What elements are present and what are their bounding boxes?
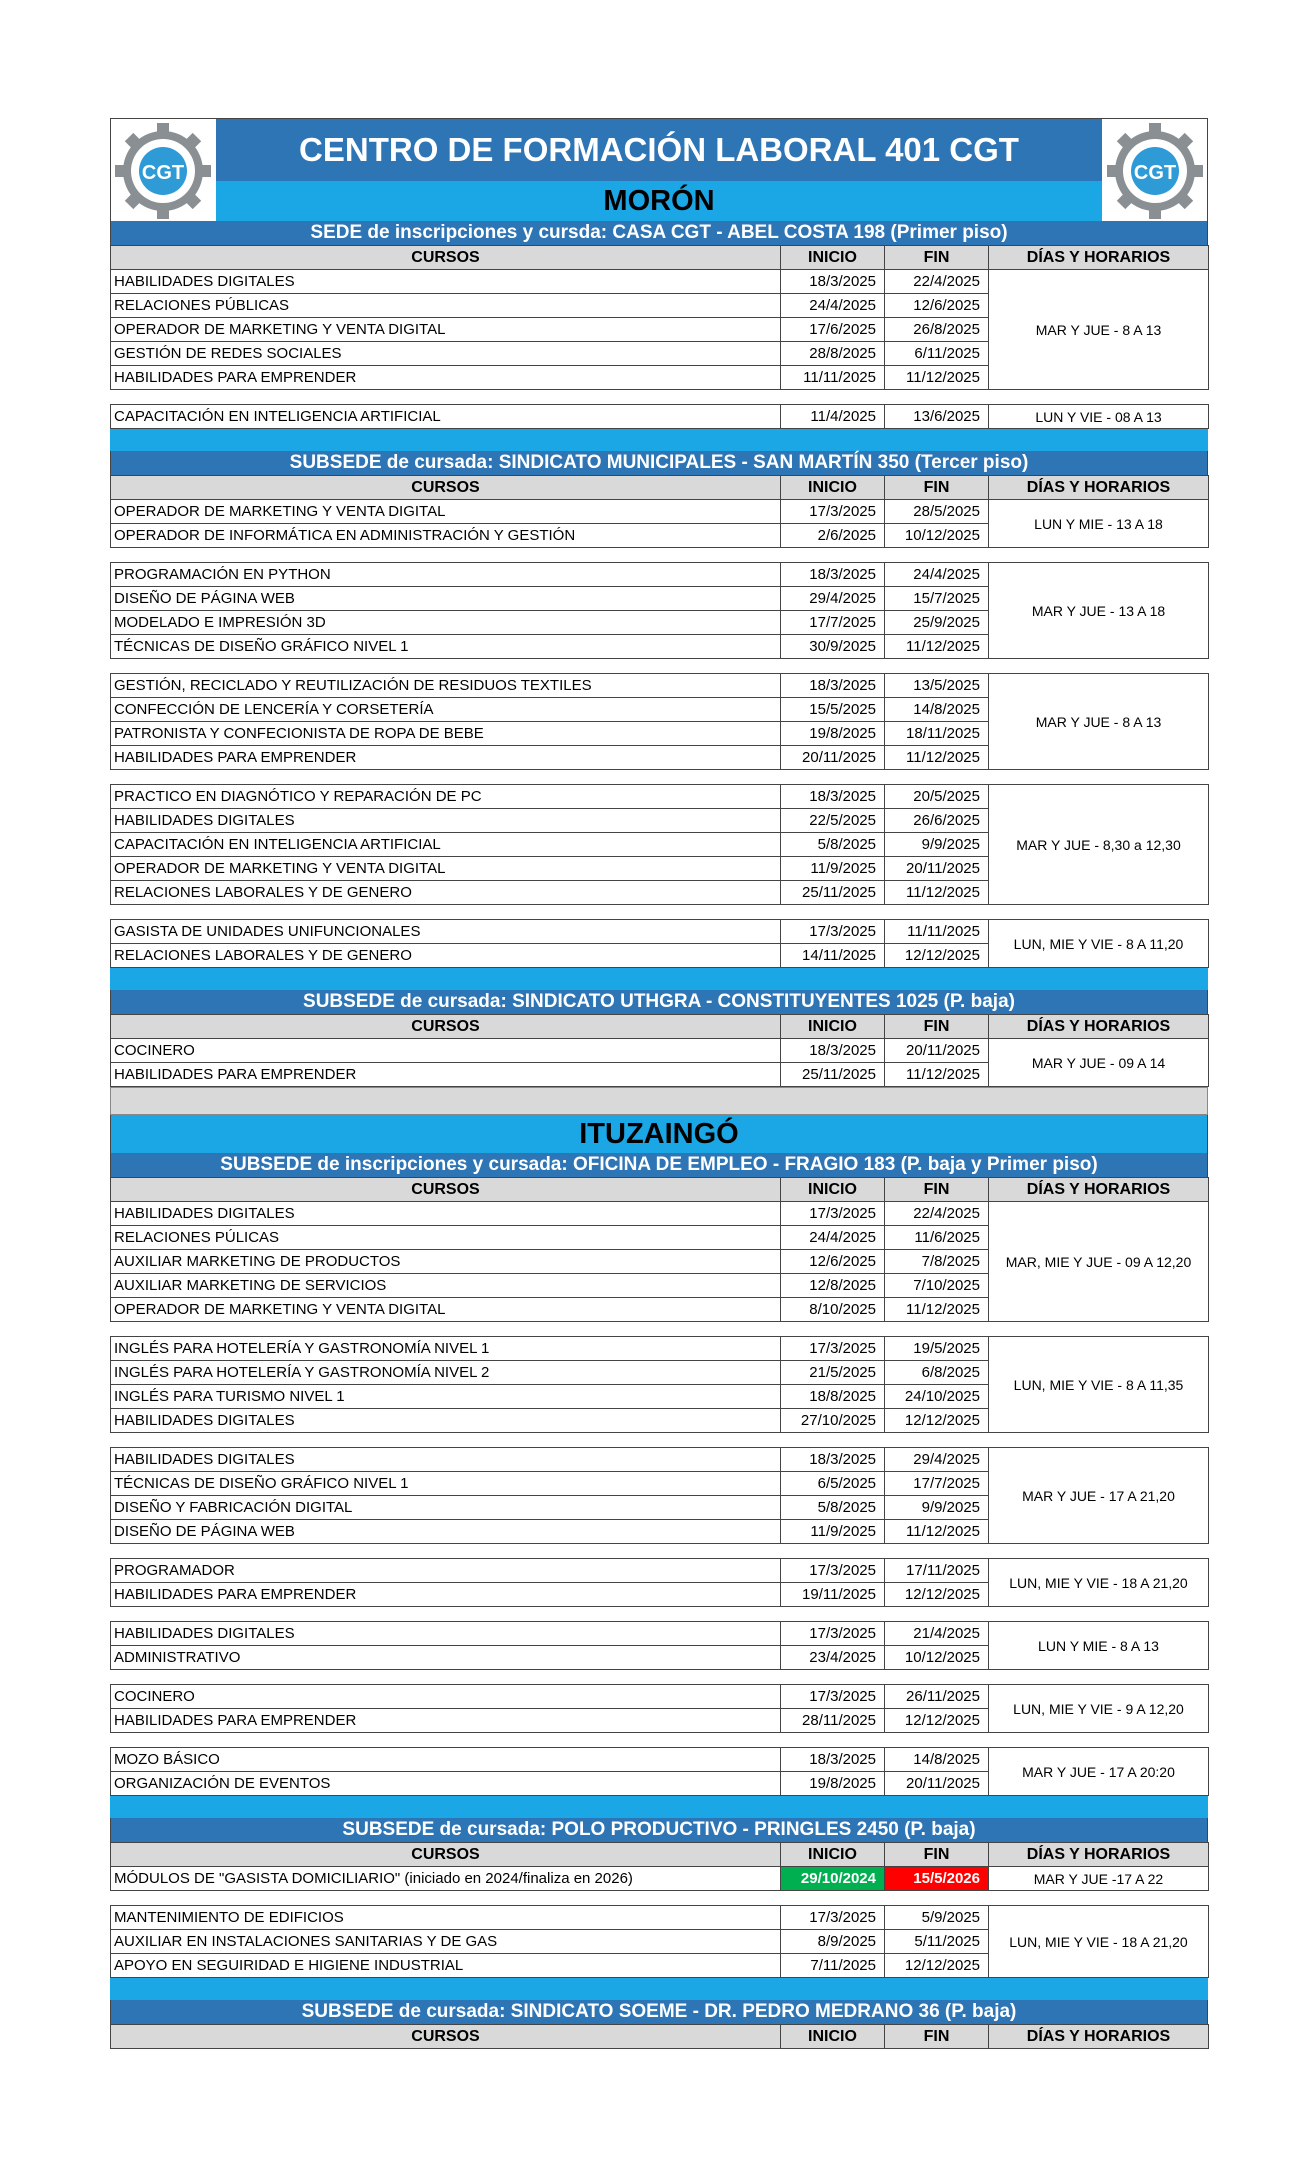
end-date: 12/12/2025 bbox=[885, 1409, 989, 1433]
group-gap bbox=[110, 659, 1208, 673]
end-date: 20/11/2025 bbox=[885, 1772, 989, 1796]
course-table bbox=[110, 2024, 1209, 2049]
course-name: OPERADOR DE MARKETING Y VENTA DIGITAL bbox=[111, 857, 781, 881]
sheet-body bbox=[110, 221, 1208, 2049]
course-schedule-sheet bbox=[110, 118, 1208, 2049]
table-row bbox=[111, 1622, 1209, 1646]
end-date: 11/12/2025 bbox=[885, 635, 989, 659]
course-table bbox=[110, 1747, 1209, 1796]
end-date: 28/5/2025 bbox=[885, 500, 989, 524]
end-date: 11/12/2025 bbox=[885, 366, 989, 390]
end-date: 10/12/2025 bbox=[885, 1646, 989, 1670]
course-table bbox=[110, 1842, 1209, 1891]
start-date: 25/11/2025 bbox=[781, 1063, 885, 1087]
start-date: 12/8/2025 bbox=[781, 1274, 885, 1298]
end-date: 22/4/2025 bbox=[885, 270, 989, 294]
end-date: 11/12/2025 bbox=[885, 1520, 989, 1544]
course-name: OPERADOR DE MARKETING Y VENTA DIGITAL bbox=[111, 1298, 781, 1322]
start-date: 18/3/2025 bbox=[781, 563, 885, 587]
group-gap bbox=[110, 770, 1208, 784]
end-date: 12/12/2025 bbox=[885, 1954, 989, 1978]
course-name: CAPACITACIÓN EN INTELIGENCIA ARTIFICIAL bbox=[111, 833, 781, 857]
course-name: TÉCNICAS DE DISEÑO GRÁFICO NIVEL 1 bbox=[111, 635, 781, 659]
section-separator bbox=[110, 1978, 1208, 2000]
end-date: 11/11/2025 bbox=[885, 920, 989, 944]
course-name: DISEÑO DE PÁGINA WEB bbox=[111, 587, 781, 611]
end-date: 29/4/2025 bbox=[885, 1448, 989, 1472]
table-row bbox=[111, 500, 1209, 524]
course-name: COCINERO bbox=[111, 1039, 781, 1063]
start-date: 30/9/2025 bbox=[781, 635, 885, 659]
start-date: 25/11/2025 bbox=[781, 881, 885, 905]
column-header: FIN bbox=[885, 1015, 989, 1039]
start-date: 15/5/2025 bbox=[781, 698, 885, 722]
end-date: 9/9/2025 bbox=[885, 833, 989, 857]
column-header: DÍAS Y HORARIOS bbox=[989, 1015, 1209, 1039]
schedule: LUN, MIE Y VIE - 18 A 21,20 bbox=[989, 1906, 1209, 1978]
course-name: PROGRAMADOR bbox=[111, 1559, 781, 1583]
table-row bbox=[111, 1748, 1209, 1772]
schedule: LUN, MIE Y VIE - 8 A 11,20 bbox=[989, 920, 1209, 968]
start-date: 17/3/2025 bbox=[781, 1202, 885, 1226]
column-header: INICIO bbox=[781, 2025, 885, 2049]
schedule: MAR Y JUE - 8 A 13 bbox=[989, 270, 1209, 390]
course-name: MOZO BÁSICO bbox=[111, 1748, 781, 1772]
end-date: 14/8/2025 bbox=[885, 698, 989, 722]
column-header: INICIO bbox=[781, 1843, 885, 1867]
column-header: CURSOS bbox=[111, 1178, 781, 1202]
start-date: 17/3/2025 bbox=[781, 500, 885, 524]
start-date: 17/3/2025 bbox=[781, 1337, 885, 1361]
start-date: 11/11/2025 bbox=[781, 366, 885, 390]
course-table bbox=[110, 1014, 1209, 1087]
table-header-row bbox=[111, 2025, 1209, 2049]
end-date: 9/9/2025 bbox=[885, 1496, 989, 1520]
course-name: MODELADO E IMPRESIÓN 3D bbox=[111, 611, 781, 635]
course-table bbox=[110, 919, 1209, 968]
column-header: INICIO bbox=[781, 246, 885, 270]
column-header: DÍAS Y HORARIOS bbox=[989, 476, 1209, 500]
course-table bbox=[110, 475, 1209, 548]
end-date: 11/6/2025 bbox=[885, 1226, 989, 1250]
course-name: HABILIDADES PARA EMPRENDER bbox=[111, 746, 781, 770]
schedule: MAR Y JUE - 13 A 18 bbox=[989, 563, 1209, 659]
table-row bbox=[111, 785, 1209, 809]
column-header: CURSOS bbox=[111, 1843, 781, 1867]
schedule: MAR Y JUE - 17 A 20:20 bbox=[989, 1748, 1209, 1796]
section-separator bbox=[110, 968, 1208, 990]
course-table bbox=[110, 562, 1209, 659]
course-name: RELACIONES LABORALES Y DE GENERO bbox=[111, 881, 781, 905]
schedule: MAR Y JUE - 09 A 14 bbox=[989, 1039, 1209, 1087]
start-date: 11/9/2025 bbox=[781, 857, 885, 881]
table-row bbox=[111, 1906, 1209, 1930]
column-header: FIN bbox=[885, 476, 989, 500]
section-separator bbox=[110, 429, 1208, 451]
start-date: 18/3/2025 bbox=[781, 674, 885, 698]
group-gap bbox=[110, 1322, 1208, 1336]
end-date: 19/5/2025 bbox=[885, 1337, 989, 1361]
end-date: 6/11/2025 bbox=[885, 342, 989, 366]
start-date: 21/5/2025 bbox=[781, 1361, 885, 1385]
sheet-header bbox=[110, 118, 1208, 221]
group-gap bbox=[110, 1891, 1208, 1905]
cgt-gear-logo-icon bbox=[113, 121, 213, 221]
group-gap bbox=[110, 1544, 1208, 1558]
end-date: 12/12/2025 bbox=[885, 1709, 989, 1733]
course-table bbox=[110, 1447, 1209, 1544]
course-table bbox=[110, 1905, 1209, 1978]
course-name: ORGANIZACIÓN DE EVENTOS bbox=[111, 1772, 781, 1796]
course-name: HABILIDADES PARA EMPRENDER bbox=[111, 1063, 781, 1087]
course-name: GESTIÓN, RECICLADO Y REUTILIZACIÓN DE RESIDUOS TEXTILES bbox=[111, 674, 781, 698]
location-band: SUBSEDE de inscripciones y cursada: OFICINA DE EMPLEO - FRAGIO 183 (P. baja y Primer piso) bbox=[110, 1153, 1208, 1177]
course-table bbox=[110, 245, 1209, 390]
course-name: RELACIONES PÚLICAS bbox=[111, 1226, 781, 1250]
table-row bbox=[111, 1685, 1209, 1709]
end-date: 7/10/2025 bbox=[885, 1274, 989, 1298]
schedule: MAR Y JUE - 8 A 13 bbox=[989, 674, 1209, 770]
course-name: HABILIDADES DIGITALES bbox=[111, 1622, 781, 1646]
start-date: 17/7/2025 bbox=[781, 611, 885, 635]
start-date: 8/10/2025 bbox=[781, 1298, 885, 1322]
course-table bbox=[110, 1177, 1209, 1322]
course-name: CAPACITACIÓN EN INTELIGENCIA ARTIFICIAL bbox=[111, 405, 781, 429]
start-date: 24/4/2025 bbox=[781, 294, 885, 318]
schedule: MAR Y JUE -17 A 22 bbox=[989, 1867, 1209, 1891]
end-date: 20/11/2025 bbox=[885, 857, 989, 881]
course-name: PATRONISTA Y CONFECIONISTA DE ROPA DE BEBE bbox=[111, 722, 781, 746]
start-date: 29/10/2024 bbox=[781, 1867, 885, 1891]
course-name: INGLÉS PARA HOTELERÍA Y GASTRONOMÍA NIVEL 2 bbox=[111, 1361, 781, 1385]
table-header-row bbox=[111, 476, 1209, 500]
course-name: HABILIDADES DIGITALES bbox=[111, 809, 781, 833]
course-table bbox=[110, 1684, 1209, 1733]
course-name: DISEÑO Y FABRICACIÓN DIGITAL bbox=[111, 1496, 781, 1520]
table-row bbox=[111, 1039, 1209, 1063]
start-date: 18/3/2025 bbox=[781, 785, 885, 809]
table-row bbox=[111, 1337, 1209, 1361]
course-table bbox=[110, 1336, 1209, 1433]
table-row bbox=[111, 405, 1209, 429]
end-date: 10/12/2025 bbox=[885, 524, 989, 548]
column-header: DÍAS Y HORARIOS bbox=[989, 246, 1209, 270]
course-name: INGLÉS PARA TURISMO NIVEL 1 bbox=[111, 1385, 781, 1409]
course-table bbox=[110, 1558, 1209, 1607]
start-date: 24/4/2025 bbox=[781, 1226, 885, 1250]
location-band: SUBSEDE de cursada: SINDICATO SOEME - DR. PEDRO MEDRANO 36 (P. baja) bbox=[110, 2000, 1208, 2024]
group-gap bbox=[110, 1670, 1208, 1684]
end-date: 26/6/2025 bbox=[885, 809, 989, 833]
end-date: 15/7/2025 bbox=[885, 587, 989, 611]
start-date: 17/3/2025 bbox=[781, 1685, 885, 1709]
group-gap bbox=[110, 1433, 1208, 1447]
group-gap bbox=[110, 1607, 1208, 1621]
end-date: 26/8/2025 bbox=[885, 318, 989, 342]
table-row bbox=[111, 1202, 1209, 1226]
table-header-row bbox=[111, 246, 1209, 270]
end-date: 13/6/2025 bbox=[885, 405, 989, 429]
table-header-row bbox=[111, 1843, 1209, 1867]
table-row bbox=[111, 920, 1209, 944]
end-date: 6/8/2025 bbox=[885, 1361, 989, 1385]
course-name: HABILIDADES DIGITALES bbox=[111, 1202, 781, 1226]
svg-text:CGT: CGT bbox=[1133, 162, 1177, 184]
cgt-gear-logo-icon bbox=[1105, 121, 1205, 221]
column-header: FIN bbox=[885, 246, 989, 270]
start-date: 5/8/2025 bbox=[781, 833, 885, 857]
start-date: 20/11/2025 bbox=[781, 746, 885, 770]
column-header: INICIO bbox=[781, 476, 885, 500]
end-date: 11/12/2025 bbox=[885, 746, 989, 770]
section-separator bbox=[110, 1087, 1208, 1115]
column-header: DÍAS Y HORARIOS bbox=[989, 2025, 1209, 2049]
start-date: 12/6/2025 bbox=[781, 1250, 885, 1274]
course-name: COCINERO bbox=[111, 1685, 781, 1709]
course-name: PRACTICO EN DIAGNÓTICO Y REPARACIÓN DE PC bbox=[111, 785, 781, 809]
start-date: 29/4/2025 bbox=[781, 587, 885, 611]
course-table bbox=[110, 1621, 1209, 1670]
course-name: AUXILIAR MARKETING DE SERVICIOS bbox=[111, 1274, 781, 1298]
course-name: TÉCNICAS DE DISEÑO GRÁFICO NIVEL 1 bbox=[111, 1472, 781, 1496]
end-date: 12/12/2025 bbox=[885, 944, 989, 968]
start-date: 22/5/2025 bbox=[781, 809, 885, 833]
end-date: 20/5/2025 bbox=[885, 785, 989, 809]
end-date: 18/11/2025 bbox=[885, 722, 989, 746]
course-name: INGLÉS PARA HOTELERÍA Y GASTRONOMÍA NIVEL 1 bbox=[111, 1337, 781, 1361]
column-header: CURSOS bbox=[111, 1015, 781, 1039]
start-date: 18/3/2025 bbox=[781, 1448, 885, 1472]
city-title: ITUZAINGÓ bbox=[110, 1115, 1208, 1153]
column-header: CURSOS bbox=[111, 476, 781, 500]
start-date: 17/3/2025 bbox=[781, 1622, 885, 1646]
column-header: DÍAS Y HORARIOS bbox=[989, 1178, 1209, 1202]
end-date: 15/5/2026 bbox=[885, 1867, 989, 1891]
start-date: 19/8/2025 bbox=[781, 1772, 885, 1796]
table-header-row bbox=[111, 1015, 1209, 1039]
group-gap bbox=[110, 548, 1208, 562]
course-name: OPERADOR DE MARKETING Y VENTA DIGITAL bbox=[111, 500, 781, 524]
course-name: HABILIDADES DIGITALES bbox=[111, 1448, 781, 1472]
end-date: 5/11/2025 bbox=[885, 1930, 989, 1954]
start-date: 18/3/2025 bbox=[781, 270, 885, 294]
start-date: 11/4/2025 bbox=[781, 405, 885, 429]
start-date: 18/3/2025 bbox=[781, 1748, 885, 1772]
start-date: 7/11/2025 bbox=[781, 1954, 885, 1978]
table-row bbox=[111, 1867, 1209, 1891]
course-name: CONFECCIÓN DE LENCERÍA Y CORSETERÍA bbox=[111, 698, 781, 722]
schedule: LUN, MIE Y VIE - 18 A 21,20 bbox=[989, 1559, 1209, 1607]
end-date: 20/11/2025 bbox=[885, 1039, 989, 1063]
end-date: 11/12/2025 bbox=[885, 881, 989, 905]
course-table bbox=[110, 784, 1209, 905]
group-gap bbox=[110, 1733, 1208, 1747]
course-name: OPERADOR DE INFORMÁTICA EN ADMINISTRACIÓN Y GESTIÓN bbox=[111, 524, 781, 548]
location-band: SEDE de inscripciones y cursda: CASA CGT - ABEL COSTA 198 (Primer piso) bbox=[110, 221, 1208, 245]
city-title-moron: MORÓN bbox=[216, 181, 1102, 221]
table-header-row bbox=[111, 1178, 1209, 1202]
course-name: AUXILIAR MARKETING DE PRODUCTOS bbox=[111, 1250, 781, 1274]
end-date: 7/8/2025 bbox=[885, 1250, 989, 1274]
column-header: INICIO bbox=[781, 1015, 885, 1039]
group-gap bbox=[110, 905, 1208, 919]
course-name: AUXILIAR EN INSTALACIONES SANITARIAS Y DE GAS bbox=[111, 1930, 781, 1954]
start-date: 19/8/2025 bbox=[781, 722, 885, 746]
schedule: MAR Y JUE - 17 A 21,20 bbox=[989, 1448, 1209, 1544]
end-date: 12/12/2025 bbox=[885, 1583, 989, 1607]
table-row bbox=[111, 674, 1209, 698]
end-date: 17/11/2025 bbox=[885, 1559, 989, 1583]
schedule: LUN, MIE Y VIE - 8 A 11,35 bbox=[989, 1337, 1209, 1433]
table-row bbox=[111, 1448, 1209, 1472]
start-date: 14/11/2025 bbox=[781, 944, 885, 968]
course-name: HABILIDADES DIGITALES bbox=[111, 270, 781, 294]
start-date: 27/10/2025 bbox=[781, 1409, 885, 1433]
course-name: APOYO EN SEGUIRIDAD E HIGIENE INDUSTRIAL bbox=[111, 1954, 781, 1978]
schedule: MAR Y JUE - 8,30 a 12,30 bbox=[989, 785, 1209, 905]
end-date: 14/8/2025 bbox=[885, 1748, 989, 1772]
column-header: FIN bbox=[885, 2025, 989, 2049]
end-date: 25/9/2025 bbox=[885, 611, 989, 635]
column-header: FIN bbox=[885, 1178, 989, 1202]
course-name: GESTIÓN DE REDES SOCIALES bbox=[111, 342, 781, 366]
start-date: 18/8/2025 bbox=[781, 1385, 885, 1409]
course-name: HABILIDADES PARA EMPRENDER bbox=[111, 1583, 781, 1607]
end-date: 13/5/2025 bbox=[885, 674, 989, 698]
group-gap bbox=[110, 390, 1208, 404]
start-date: 28/11/2025 bbox=[781, 1709, 885, 1733]
course-name: HABILIDADES PARA EMPRENDER bbox=[111, 366, 781, 390]
start-date: 18/3/2025 bbox=[781, 1039, 885, 1063]
end-date: 5/9/2025 bbox=[885, 1906, 989, 1930]
start-date: 17/3/2025 bbox=[781, 920, 885, 944]
end-date: 24/4/2025 bbox=[885, 563, 989, 587]
course-name: PROGRAMACIÓN EN PYTHON bbox=[111, 563, 781, 587]
end-date: 24/10/2025 bbox=[885, 1385, 989, 1409]
end-date: 22/4/2025 bbox=[885, 1202, 989, 1226]
course-name: GASISTA DE UNIDADES UNIFUNCIONALES bbox=[111, 920, 781, 944]
end-date: 11/12/2025 bbox=[885, 1063, 989, 1087]
location-band: SUBSEDE de cursada: POLO PRODUCTIVO - PRINGLES 2450 (P. baja) bbox=[110, 1818, 1208, 1842]
column-header: FIN bbox=[885, 1843, 989, 1867]
course-name: ADMINISTRATIVO bbox=[111, 1646, 781, 1670]
course-name: RELACIONES LABORALES Y DE GENERO bbox=[111, 944, 781, 968]
end-date: 26/11/2025 bbox=[885, 1685, 989, 1709]
course-name: MANTENIMIENTO DE EDIFICIOS bbox=[111, 1906, 781, 1930]
course-name: HABILIDADES DIGITALES bbox=[111, 1409, 781, 1433]
section-separator bbox=[110, 1796, 1208, 1818]
course-name: HABILIDADES PARA EMPRENDER bbox=[111, 1709, 781, 1733]
svg-text:CGT: CGT bbox=[141, 162, 185, 184]
column-header: CURSOS bbox=[111, 246, 781, 270]
end-date: 17/7/2025 bbox=[885, 1472, 989, 1496]
start-date: 17/3/2025 bbox=[781, 1559, 885, 1583]
table-row bbox=[111, 1559, 1209, 1583]
schedule: LUN Y VIE - 08 A 13 bbox=[989, 405, 1209, 429]
start-date: 19/11/2025 bbox=[781, 1583, 885, 1607]
end-date: 12/6/2025 bbox=[885, 294, 989, 318]
schedule: LUN Y MIE - 8 A 13 bbox=[989, 1622, 1209, 1670]
end-date: 11/12/2025 bbox=[885, 1298, 989, 1322]
course-name: RELACIONES PÚBLICAS bbox=[111, 294, 781, 318]
schedule: MAR, MIE Y JUE - 09 A 12,20 bbox=[989, 1202, 1209, 1322]
column-header: CURSOS bbox=[111, 2025, 781, 2049]
course-name: DISEÑO DE PÁGINA WEB bbox=[111, 1520, 781, 1544]
course-name: OPERADOR DE MARKETING Y VENTA DIGITAL bbox=[111, 318, 781, 342]
location-band: SUBSEDE de cursada: SINDICATO MUNICIPALES - SAN MARTÍN 350 (Tercer piso) bbox=[110, 451, 1208, 475]
page-title: CENTRO DE FORMACIÓN LABORAL 401 CGT bbox=[216, 119, 1102, 181]
course-name: MÓDULOS DE "GASISTA DOMICILIARIO" (iniciado en 2024/finaliza en 2026) bbox=[111, 1867, 781, 1891]
start-date: 8/9/2025 bbox=[781, 1930, 885, 1954]
course-table bbox=[110, 673, 1209, 770]
start-date: 2/6/2025 bbox=[781, 524, 885, 548]
table-row bbox=[111, 563, 1209, 587]
start-date: 6/5/2025 bbox=[781, 1472, 885, 1496]
end-date: 21/4/2025 bbox=[885, 1622, 989, 1646]
schedule: LUN, MIE Y VIE - 9 A 12,20 bbox=[989, 1685, 1209, 1733]
start-date: 17/3/2025 bbox=[781, 1906, 885, 1930]
schedule: LUN Y MIE - 13 A 18 bbox=[989, 500, 1209, 548]
start-date: 23/4/2025 bbox=[781, 1646, 885, 1670]
start-date: 17/6/2025 bbox=[781, 318, 885, 342]
start-date: 5/8/2025 bbox=[781, 1496, 885, 1520]
start-date: 28/8/2025 bbox=[781, 342, 885, 366]
column-header: DÍAS Y HORARIOS bbox=[989, 1843, 1209, 1867]
column-header: INICIO bbox=[781, 1178, 885, 1202]
location-band: SUBSEDE de cursada: SINDICATO UTHGRA - CONSTITUYENTES 1025 (P. baja) bbox=[110, 990, 1208, 1014]
start-date: 11/9/2025 bbox=[781, 1520, 885, 1544]
table-row bbox=[111, 270, 1209, 294]
course-table bbox=[110, 404, 1209, 429]
